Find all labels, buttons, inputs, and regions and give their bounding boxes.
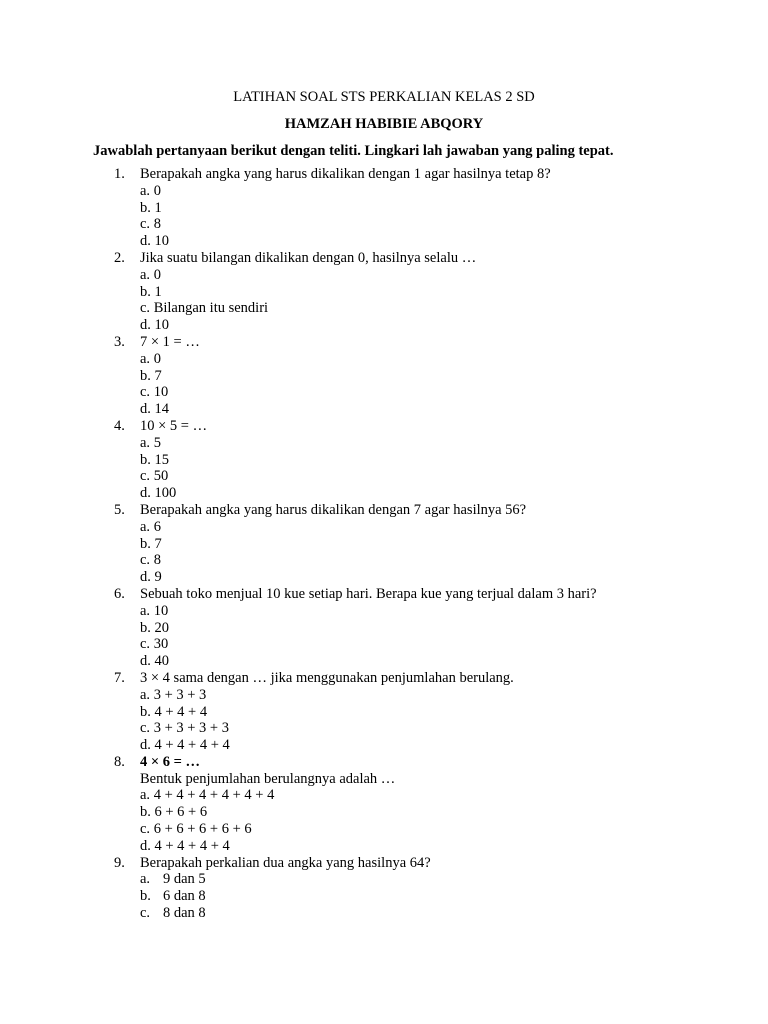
instructions: Jawablah pertanyaan berikut dengan teliti. Lingkari lah jawaban yang paling tepat. <box>93 143 614 159</box>
answer-option[interactable] <box>0 720 768 737</box>
answer-option-letter: b. <box>140 888 151 905</box>
answer-option-content <box>140 183 161 200</box>
question-item <box>0 586 768 670</box>
answer-option-letter: a. <box>140 686 154 703</box>
question-line <box>0 586 768 603</box>
answer-option-content <box>140 519 161 536</box>
answer-option-content <box>140 804 207 821</box>
answer-option-letter: a. <box>140 182 154 199</box>
answer-option-letter: c. <box>140 905 151 922</box>
answer-option[interactable] <box>0 821 768 838</box>
answer-option-content <box>140 536 162 553</box>
answer-option-content <box>140 384 168 401</box>
answer-option-letter: b. <box>140 804 155 821</box>
question-item <box>0 166 768 250</box>
answer-option-text: 8 dan 8 <box>163 905 206 922</box>
question-text: 4 × 6 = … <box>140 753 201 770</box>
answer-option-text: 7 <box>154 535 162 552</box>
answer-option-letter: a. <box>140 871 151 888</box>
answer-option-text: 3 + 3 + 3 <box>153 686 207 703</box>
answer-option[interactable] <box>0 704 768 721</box>
answer-option-letter: d. <box>140 837 155 854</box>
answer-option-text: 50 <box>153 468 169 485</box>
author-name: HAMZAH HABIBIE ABQORY <box>284 116 484 132</box>
question-number: 8. <box>114 753 125 770</box>
answer-option-text: 3 + 3 + 3 + 3 <box>153 720 229 737</box>
answer-option-content <box>140 452 169 469</box>
answer-option-letter: a. <box>140 602 154 619</box>
answer-option-text: 10 <box>154 317 169 334</box>
question-number: 1. <box>114 166 125 182</box>
answer-option[interactable] <box>0 233 768 250</box>
answer-option-content <box>140 300 268 317</box>
question-item <box>0 754 768 855</box>
answer-option[interactable] <box>0 737 768 754</box>
answer-option-letter: b. <box>140 619 155 636</box>
answer-option[interactable] <box>0 838 768 855</box>
answer-option-content <box>140 636 168 653</box>
answer-option-letter: a. <box>140 266 154 283</box>
answer-option-letter: d. <box>140 233 155 250</box>
answer-option-letter: a. <box>140 434 154 451</box>
question-item <box>0 670 768 754</box>
answer-option[interactable] <box>0 787 768 804</box>
answer-option-content <box>140 821 252 838</box>
answer-option-text: 8 <box>153 216 161 233</box>
answer-option-letter: d. <box>140 653 155 670</box>
answer-option-text: 0 <box>153 182 161 199</box>
answer-option-text: 4 + 4 + 4 <box>154 703 208 720</box>
question-subtext: Bentuk penjumlahan berulangnya adalah … <box>140 770 396 787</box>
answer-option-letter: d. <box>140 737 155 754</box>
question-item <box>0 334 768 418</box>
answer-option-content <box>140 569 162 586</box>
answer-option[interactable] <box>0 216 768 233</box>
answer-option[interactable] <box>0 653 768 670</box>
answer-option-text: 6 <box>153 518 161 535</box>
question-item <box>0 855 768 922</box>
answer-option[interactable] <box>0 569 768 586</box>
answer-option-letter: b. <box>140 199 155 216</box>
answer-option-content <box>140 720 229 737</box>
answer-option-content <box>140 267 161 284</box>
answer-option-letter: c. <box>140 216 154 233</box>
answer-option-letter: c. <box>140 300 154 317</box>
answer-option-text: 40 <box>154 653 169 670</box>
answer-option-text: 6 + 6 + 6 <box>154 804 208 821</box>
question-text: Sebuah toko menjual 10 kue setiap hari. Berapa kue yang terjual dalam 3 hari? <box>140 585 597 602</box>
answer-option[interactable] <box>0 200 768 217</box>
answer-option-text: Bilangan itu sendiri <box>153 300 269 317</box>
answer-option[interactable] <box>0 284 768 301</box>
answer-option-text: 0 <box>153 266 161 283</box>
answer-option-letter: d. <box>140 569 155 586</box>
answer-option[interactable] <box>0 183 768 200</box>
answer-option[interactable] <box>0 804 768 821</box>
answer-option[interactable] <box>0 620 768 637</box>
answer-option-letter: b. <box>140 703 155 720</box>
question-text: 7 × 1 = … <box>140 333 200 350</box>
answer-option-content <box>140 552 161 569</box>
answer-option-letter: b. <box>140 367 155 384</box>
answer-option-content <box>140 351 161 368</box>
answer-option-text: 9 <box>154 569 162 586</box>
answer-option-text: 10 <box>153 602 169 619</box>
question-text: 3 × 4 sama dengan … jika menggunakan penjumlahan berulang. <box>140 669 514 686</box>
answer-option-content <box>140 653 169 670</box>
answer-option-text: 20 <box>154 619 169 636</box>
answer-option-text: 9 dan 5 <box>163 871 206 888</box>
answer-option-letter: c. <box>140 468 154 485</box>
question-item <box>0 418 768 502</box>
answer-option[interactable] <box>0 384 768 401</box>
answer-option[interactable] <box>0 317 768 334</box>
answer-option-letter: c. <box>140 636 154 653</box>
answer-option-letter: c. <box>140 821 154 838</box>
question-text: 10 × 5 = … <box>140 417 208 434</box>
question-item <box>0 502 768 586</box>
answer-option-text: 1 <box>154 199 162 216</box>
answer-option-text: 14 <box>154 401 169 418</box>
question-number: 5. <box>114 501 125 518</box>
question-number: 2. <box>114 249 125 266</box>
answer-option-content <box>140 200 162 217</box>
question-number: 4. <box>114 417 125 434</box>
answer-option[interactable] <box>0 401 768 418</box>
question-number: 9. <box>114 854 125 871</box>
question-line <box>0 754 768 771</box>
answer-option[interactable] <box>0 687 768 704</box>
answer-option[interactable] <box>0 871 768 888</box>
answer-option-content <box>140 485 176 502</box>
answer-option-content <box>140 468 168 485</box>
answer-option-text: 10 <box>154 233 169 250</box>
answer-option-content <box>140 888 206 905</box>
answer-option-letter: b. <box>140 451 155 468</box>
answer-option-letter: d. <box>140 317 155 334</box>
answer-option-content <box>140 620 169 637</box>
answer-option-letter: a. <box>140 350 154 367</box>
question-list <box>0 166 768 922</box>
answer-option-content <box>140 603 168 620</box>
answer-option[interactable] <box>0 888 768 905</box>
question-text: Berapakah perkalian dua angka yang hasilnya 64? <box>140 854 431 871</box>
answer-option[interactable] <box>0 452 768 469</box>
answer-option-text: 1 <box>154 283 162 300</box>
answer-option[interactable] <box>0 519 768 536</box>
question-subline <box>0 771 768 788</box>
question-number: 6. <box>114 585 125 602</box>
answer-option[interactable] <box>0 536 768 553</box>
question-line <box>0 166 768 183</box>
answer-option-content <box>140 368 162 385</box>
answer-option-content <box>140 435 161 452</box>
answer-option-text: 8 <box>153 552 161 569</box>
answer-option[interactable] <box>0 468 768 485</box>
answer-option-letter: c. <box>140 720 154 737</box>
question-number: 7. <box>114 669 125 686</box>
answer-option-content <box>140 838 230 855</box>
answer-option-content <box>140 401 169 418</box>
answer-option-letter: d. <box>140 485 155 502</box>
question-line <box>0 418 768 435</box>
answer-option[interactable] <box>0 552 768 569</box>
answer-option-letter: a. <box>140 518 154 535</box>
answer-option-letter: c. <box>140 552 154 569</box>
question-text: Berapakah angka yang harus dikalikan dengan 7 agar hasilnya 56? <box>140 501 527 518</box>
answer-option-text: 4 + 4 + 4 + 4 <box>154 737 230 754</box>
answer-option[interactable] <box>0 267 768 284</box>
answer-option-text: 7 <box>154 367 162 384</box>
answer-option-content <box>140 216 161 233</box>
question-line <box>0 855 768 872</box>
answer-option-letter: b. <box>140 283 155 300</box>
answer-option-text: 10 <box>153 384 169 401</box>
answer-option[interactable] <box>0 636 768 653</box>
document-title: LATIHAN SOAL STS PERKALIAN KELAS 2 SD <box>233 89 535 105</box>
answer-option-content <box>140 787 274 804</box>
answer-option-content <box>140 233 169 250</box>
answer-option[interactable] <box>0 300 768 317</box>
answer-option[interactable] <box>0 485 768 502</box>
answer-option-content <box>140 737 230 754</box>
answer-option-content <box>140 687 206 704</box>
question-text: Jika suatu bilangan dikalikan dengan 0, hasilnya selalu … <box>140 249 477 266</box>
question-line <box>0 250 768 267</box>
answer-option[interactable] <box>0 435 768 452</box>
question-line <box>0 670 768 687</box>
question-line <box>0 334 768 351</box>
answer-option-text: 5 <box>153 434 161 451</box>
answer-option-text: 4 + 4 + 4 + 4 + 4 + 4 <box>153 787 275 804</box>
answer-option-text: 100 <box>154 485 177 502</box>
answer-option[interactable] <box>0 351 768 368</box>
answer-option-content <box>140 905 206 922</box>
answer-option-text: 30 <box>153 636 169 653</box>
answer-option-content <box>140 704 207 721</box>
answer-option-content <box>140 871 206 888</box>
question-number: 3. <box>114 333 125 350</box>
question-text: Berapakah angka yang harus dikalikan dengan 1 agar hasilnya tetap 8? <box>140 166 551 182</box>
answer-option-text: 0 <box>153 350 161 367</box>
answer-option-content <box>140 317 169 334</box>
answer-option-text: 4 + 4 + 4 + 4 <box>154 837 230 854</box>
answer-option-letter: a. <box>140 787 154 804</box>
question-line <box>0 502 768 519</box>
answer-option[interactable] <box>0 905 768 922</box>
answer-option[interactable] <box>0 368 768 385</box>
answer-option-letter: c. <box>140 384 154 401</box>
answer-option[interactable] <box>0 603 768 620</box>
answer-option-letter: d. <box>140 401 155 418</box>
answer-option-content <box>140 284 162 301</box>
answer-option-letter: b. <box>140 535 155 552</box>
answer-option-text: 15 <box>154 451 169 468</box>
question-item <box>0 250 768 334</box>
answer-option-text: 6 + 6 + 6 + 6 + 6 <box>153 821 252 838</box>
answer-option-text: 6 dan 8 <box>163 888 206 905</box>
